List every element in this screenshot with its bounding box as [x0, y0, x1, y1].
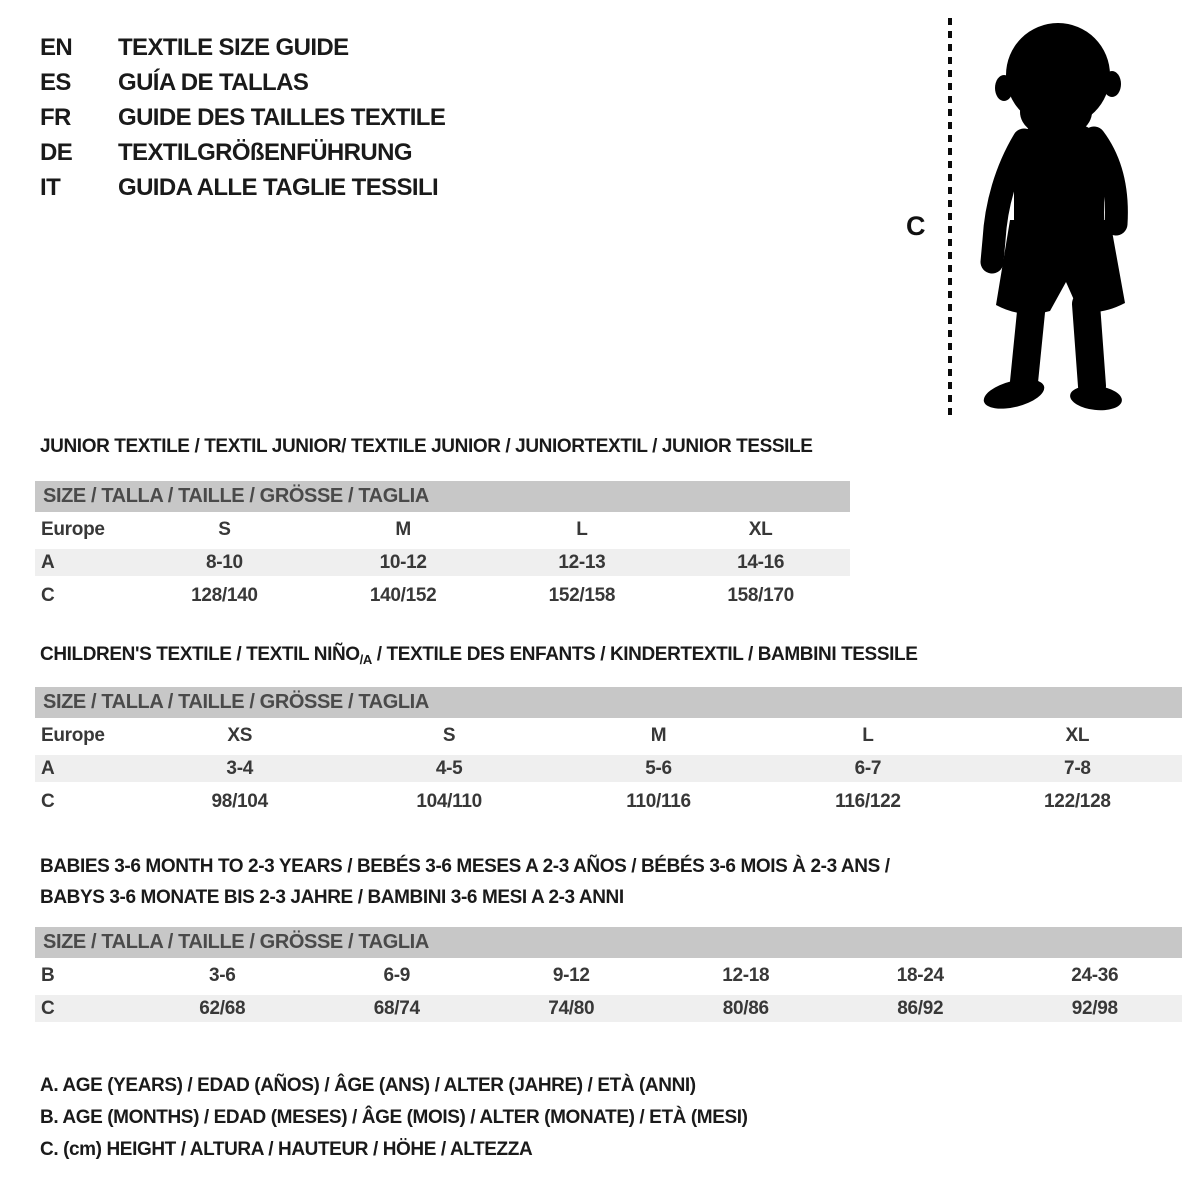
size-cell: S — [218, 518, 231, 540]
babies-section-title — [40, 851, 890, 913]
size-cell: L — [862, 724, 874, 746]
language-code: ES — [40, 68, 71, 96]
table-row — [35, 752, 1182, 785]
row-label: A — [41, 551, 55, 573]
language-item — [40, 135, 445, 170]
size-cell: 7-8 — [1064, 757, 1091, 779]
size-cell: 8-10 — [205, 551, 243, 573]
size-cell: 98/104 — [211, 790, 268, 812]
toddler-silhouette-icon — [970, 20, 1140, 418]
row-label: Europe — [41, 518, 105, 540]
size-header-bar: SIZE / TALLA / TAILLE / GRÖSSE / TAGLIA — [35, 927, 1182, 958]
table-row — [35, 959, 1182, 992]
children-section-title — [40, 644, 917, 667]
table-row — [35, 719, 1182, 752]
size-cell: 68/74 — [373, 997, 420, 1019]
legend-line-c: C. (cm) HEIGHT / ALTURA / HAUTEUR / HÖHE / ALTEZZA — [40, 1139, 533, 1160]
children-title-text: CHILDREN'S TEXTILE / TEXTIL NIÑO — [40, 644, 360, 665]
size-cell: 122/128 — [1044, 790, 1111, 812]
size-cell: XS — [227, 724, 253, 746]
size-cell: 6-7 — [854, 757, 882, 779]
size-cell: 9-12 — [552, 964, 590, 986]
size-cell: 140/152 — [369, 584, 437, 606]
language-item — [40, 65, 445, 100]
babies-title-line1: BABIES 3-6 MONTH TO 2-3 YEARS / BEBÉS 3-6 MESES A 2-3 AÑOS / BÉBÉS 3-6 MOIS À 2-3 ANS / — [40, 856, 890, 877]
row-label: A — [41, 757, 55, 779]
language-guide-title: TEXTILGRÖßENFÜHRUNG — [118, 138, 412, 166]
junior-size-table — [35, 481, 850, 612]
size-cell: 104/110 — [416, 790, 482, 812]
table-row — [35, 992, 1182, 1025]
size-cell: 12-13 — [558, 551, 606, 573]
babies-title-line2: BABYS 3-6 MONATE BIS 2-3 JAHRE / BAMBINI 3-6 MESI A 2-3 ANNI — [40, 887, 624, 908]
language-guide-title: GUIDA ALLE TAGLIE TESSILI — [118, 173, 439, 201]
row-label: C — [41, 790, 55, 812]
size-cell: 6-9 — [383, 964, 411, 986]
size-cell: L — [576, 518, 588, 540]
size-cell: 3-4 — [226, 757, 253, 779]
children-title-text: / TEXTILE DES ENFANTS / KINDERTEXTIL / BAMBINI TESSILE — [371, 644, 918, 665]
size-header-bar: SIZE / TALLA / TAILLE / GRÖSSE / TAGLIA — [35, 481, 850, 512]
table-row — [35, 513, 850, 546]
language-guide-title: TEXTILE SIZE GUIDE — [118, 33, 349, 61]
language-code: FR — [40, 103, 71, 131]
size-cell: 110/116 — [626, 790, 691, 812]
size-cell: 86/92 — [897, 997, 944, 1019]
children-title-subscript: /A — [359, 652, 372, 667]
children-size-table — [35, 687, 1182, 818]
size-cell: 12-18 — [722, 964, 770, 986]
size-cell: XL — [1065, 724, 1090, 746]
table-row — [35, 579, 850, 612]
row-label: C — [41, 997, 55, 1019]
row-label: C — [41, 584, 55, 606]
size-cell: 116/122 — [835, 790, 901, 812]
size-cell: 158/170 — [727, 584, 794, 606]
language-code: EN — [40, 33, 73, 61]
size-cell: 24-36 — [1071, 964, 1119, 986]
size-cell: 18-24 — [896, 964, 944, 986]
height-measure-label: C — [906, 211, 926, 241]
size-header-bar: SIZE / TALLA / TAILLE / GRÖSSE / TAGLIA — [35, 687, 1182, 718]
height-measure-line — [948, 18, 952, 416]
row-label: B — [41, 964, 55, 986]
size-cell: 74/80 — [548, 997, 595, 1019]
language-guide-title: GUÍA DE TALLAS — [118, 68, 309, 96]
language-item — [40, 100, 445, 135]
size-cell: S — [442, 724, 456, 746]
size-cell: 92/98 — [1071, 997, 1118, 1019]
size-cell: M — [395, 518, 411, 540]
measurement-legend — [40, 1070, 748, 1166]
language-item — [40, 30, 445, 65]
size-cell: 3-6 — [208, 964, 236, 986]
row-label: Europe — [41, 724, 105, 746]
size-cell: 152/158 — [548, 584, 616, 606]
language-code: DE — [40, 138, 73, 166]
size-cell: 62/68 — [199, 997, 246, 1019]
size-cell: 14-16 — [737, 551, 785, 573]
size-cell: 10-12 — [379, 551, 427, 573]
size-cell: 128/140 — [191, 584, 258, 606]
legend-line-b: B. AGE (MONTHS) / EDAD (MESES) / ÂGE (MOIS) / ALTER (MONATE) / ETÀ (MESI) — [40, 1107, 748, 1128]
table-row — [35, 546, 850, 579]
size-cell: 5-6 — [645, 757, 672, 779]
size-cell: 80/86 — [722, 997, 769, 1019]
size-cell: XL — [748, 518, 773, 540]
language-code: IT — [40, 173, 61, 201]
language-item — [40, 170, 445, 205]
language-title-block — [40, 30, 445, 205]
language-guide-title: GUIDE DES TAILLES TEXTILE — [118, 103, 446, 131]
babies-size-table — [35, 927, 1182, 1025]
table-row — [35, 785, 1182, 818]
legend-line-a: A. AGE (YEARS) / EDAD (AÑOS) / ÂGE (ANS) / ALTER (JAHRE) / ETÀ (ANNI) — [40, 1075, 696, 1096]
size-cell: M — [650, 724, 667, 746]
junior-section-title: JUNIOR TEXTILE / TEXTIL JUNIOR/ TEXTILE JUNIOR / JUNIORTEXTIL / JUNIOR TESSILE — [40, 436, 813, 457]
size-cell: 4-5 — [435, 757, 463, 779]
